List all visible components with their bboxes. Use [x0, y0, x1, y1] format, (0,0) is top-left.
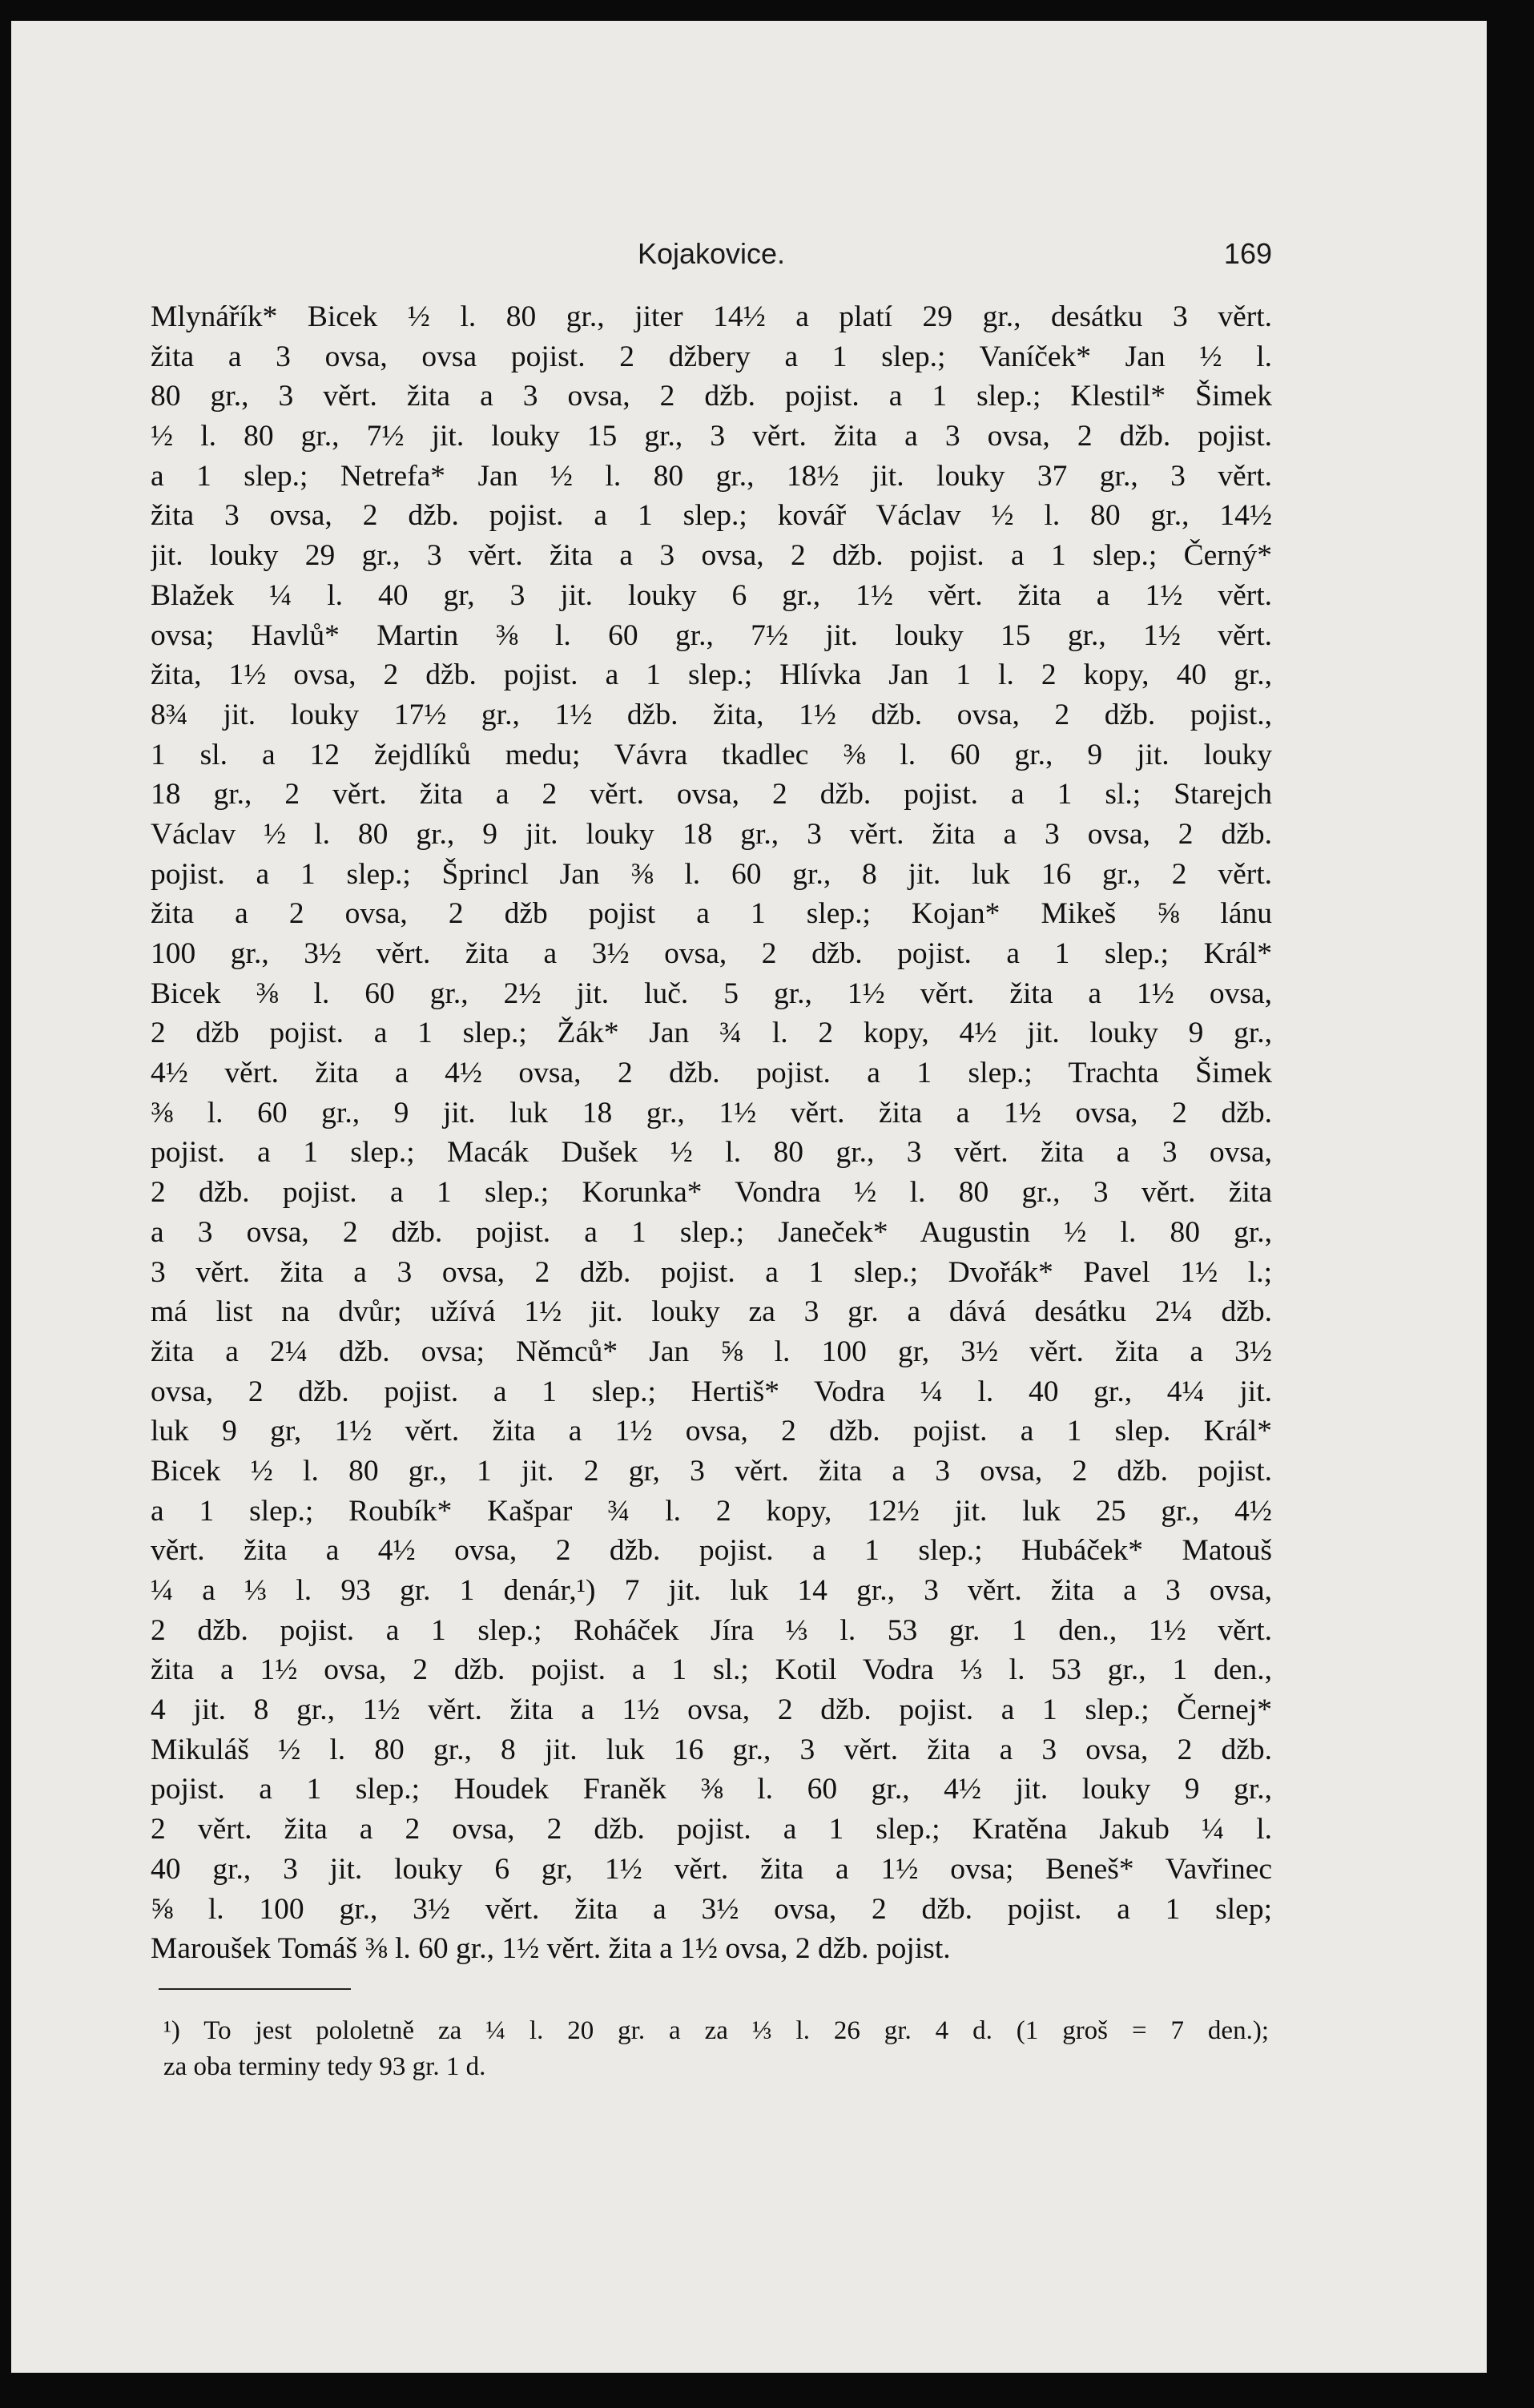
text-line: 4 jit. 8 gr., 1½ věrt. žita a 1½ ovsa, 2 džb. pojist. a 1 slep.; Černej* [151, 1693, 1272, 1727]
text-line: 1 sl. a 12 žejdlíků medu; Vávra tkadlec ⅜ l. 60 gr., 9 jit. louky [151, 738, 1272, 771]
text-line: 2 věrt. žita a 2 ovsa, 2 džb. pojist. a 1 slep.; Kratěna Jakub ¼ l. [151, 1813, 1272, 1846]
text-line: 18 gr., 2 věrt. žita a 2 věrt. ovsa, 2 džb. pojist. a 1 sl.; Starejch [151, 778, 1272, 811]
text-line: Mikuláš ½ l. 80 gr., 8 jit. luk 16 gr., 3 věrt. žita a 3 ovsa, 2 džb. [151, 1733, 1272, 1766]
text-line: a 1 slep.; Roubík* Kašpar ¾ l. 2 kopy, 12½ jit. luk 25 gr., 4½ [151, 1494, 1272, 1528]
text-line: žita, 1½ ovsa, 2 džb. pojist. a 1 slep.; Hlívka Jan 1 l. 2 kopy, 40 gr., [151, 658, 1272, 692]
footnote-line: ¹) To jest pololetně za ¼ l. 20 gr. a za ⅓ l. 26 gr. 4 d. (1 groš = 7 den.); [163, 2016, 1269, 2045]
text-line: ¼ a ⅓ l. 93 gr. 1 denár,¹) 7 jit. luk 14 gr., 3 věrt. žita a 3 ovsa, [151, 1574, 1272, 1607]
running-title: Kojakovice. [637, 237, 786, 270]
text-line: a 3 ovsa, 2 džb. pojist. a 1 slep.; Janeček* Augustin ½ l. 80 gr., [151, 1215, 1272, 1249]
text-line: 2 džb. pojist. a 1 slep.; Roháček Jíra ⅓ l. 53 gr. 1 den., 1½ věrt. [151, 1613, 1272, 1647]
text-line: pojist. a 1 slep.; Houdek Franěk ⅜ l. 60 gr., 4½ jit. louky 9 gr., [151, 1773, 1272, 1806]
page-number: 169 [1223, 237, 1272, 270]
text-line: ½ l. 80 gr., 7½ jit. louky 15 gr., 3 věrt. žita a 3 ovsa, 2 džb. pojist. [151, 420, 1272, 453]
footnotes [163, 2013, 1269, 2085]
footnote-divider [159, 1988, 351, 1990]
text-line: pojist. a 1 slep.; Šprincl Jan ⅜ l. 60 gr., 8 jit. luk 16 gr., 2 věrt. [151, 857, 1272, 891]
text-line: 80 gr., 3 věrt. žita a 3 ovsa, 2 džb. pojist. a 1 slep.; Klestil* Šimek [151, 380, 1272, 413]
text-line: žita 3 ovsa, 2 džb. pojist. a 1 slep.; kovář Václav ½ l. 80 gr., 14½ [151, 499, 1272, 533]
text-line: 40 gr., 3 jit. louky 6 gr, 1½ věrt. žita a 1½ ovsa; Beneš* Vavřinec [151, 1852, 1272, 1886]
text-line: věrt. žita a 4½ ovsa, 2 džb. pojist. a 1 slep.; Hubáček* Matouš [151, 1534, 1272, 1568]
text-line: ovsa, 2 džb. pojist. a 1 slep.; Hertiš* Vodra ¼ l. 40 gr., 4¼ jit. [151, 1375, 1272, 1408]
text-line: a 1 slep.; Netrefa* Jan ½ l. 80 gr., 18½ jit. louky 37 gr., 3 věrt. [151, 459, 1272, 493]
text-line: 2 džb. pojist. a 1 slep.; Korunka* Vondra ½ l. 80 gr., 3 věrt. žita [151, 1176, 1272, 1210]
text-line: Václav ½ l. 80 gr., 9 jit. louky 18 gr., 3 věrt. žita a 3 ovsa, 2 džb. [151, 817, 1272, 851]
body-text [151, 297, 1272, 1969]
text-line: 8¾ jit. louky 17½ gr., 1½ džb. žita, 1½ džb. ovsa, 2 džb. pojist., [151, 698, 1272, 731]
text-line: Maroušek Tomáš ⅜ l. 60 gr., 1½ věrt. žita a 1½ ovsa, 2 džb. pojist. [151, 1932, 951, 1966]
text-line: 100 gr., 3½ věrt. žita a 3½ ovsa, 2 džb. pojist. a 1 slep.; Král* [151, 937, 1272, 970]
text-line: Bicek ½ l. 80 gr., 1 jit. 2 gr, 3 věrt. žita a 3 ovsa, 2 džb. pojist. [151, 1454, 1272, 1488]
text-line: 4½ věrt. žita a 4½ ovsa, 2 džb. pojist. a 1 slep.; Trachta Šimek [151, 1057, 1272, 1090]
text-line: 3 věrt. žita a 3 ovsa, 2 džb. pojist. a 1 slep.; Dvořák* Pavel 1½ l.; [151, 1255, 1272, 1289]
text-line: žita a 2¼ džb. ovsa; Němců* Jan ⅝ l. 100 gr, 3½ věrt. žita a 3½ [151, 1335, 1272, 1368]
text-line: luk 9 gr, 1½ věrt. žita a 1½ ovsa, 2 džb. pojist. a 1 slep. Král* [151, 1415, 1272, 1448]
text-line: Mlynářík* Bicek ½ l. 80 gr., jiter 14½ a platí 29 gr., desátku 3 věrt. [151, 300, 1272, 333]
text-line: žita a 3 ovsa, ovsa pojist. 2 džbery a 1 slep.; Vaníček* Jan ½ l. [151, 340, 1272, 373]
text-line: Bicek ⅜ l. 60 gr., 2½ jit. luč. 5 gr., 1½ věrt. žita a 1½ ovsa, [151, 976, 1272, 1010]
book-page [11, 21, 1487, 2373]
footnote-line: za oba terminy tedy 93 gr. 1 d. [163, 2052, 486, 2081]
text-line: žita a 2 ovsa, 2 džb pojist a 1 slep.; Kojan* Mikeš ⅝ lánu [151, 897, 1272, 931]
text-line: má list na dvůr; užívá 1½ jit. louky za 3 gr. a dává desátku 2¼ džb. [151, 1295, 1272, 1329]
text-line: 2 džb pojist. a 1 slep.; Žák* Jan ¾ l. 2 kopy, 4½ jit. louky 9 gr., [151, 1017, 1272, 1050]
text-line: Blažek ¼ l. 40 gr, 3 jit. louky 6 gr., 1½ věrt. žita a 1½ věrt. [151, 578, 1272, 612]
text-line: žita a 1½ ovsa, 2 džb. pojist. a 1 sl.; Kotil Vodra ⅓ l. 53 gr., 1 den., [151, 1653, 1272, 1687]
text-line: ⅝ l. 100 gr., 3½ věrt. žita a 3½ ovsa, 2 džb. pojist. a 1 slep; [151, 1892, 1272, 1926]
text-line: ⅜ l. 60 gr., 9 jit. luk 18 gr., 1½ věrt. žita a 1½ ovsa, 2 džb. [151, 1096, 1272, 1130]
text-line: jit. louky 29 gr., 3 věrt. žita a 3 ovsa, 2 džb. pojist. a 1 slep.; Černý* [151, 539, 1272, 573]
text-line: ovsa; Havlů* Martin ⅜ l. 60 gr., 7½ jit. louky 15 gr., 1½ věrt. [151, 618, 1272, 652]
text-line: pojist. a 1 slep.; Macák Dušek ½ l. 80 gr., 3 věrt. žita a 3 ovsa, [151, 1136, 1272, 1170]
page-header [151, 237, 1272, 285]
